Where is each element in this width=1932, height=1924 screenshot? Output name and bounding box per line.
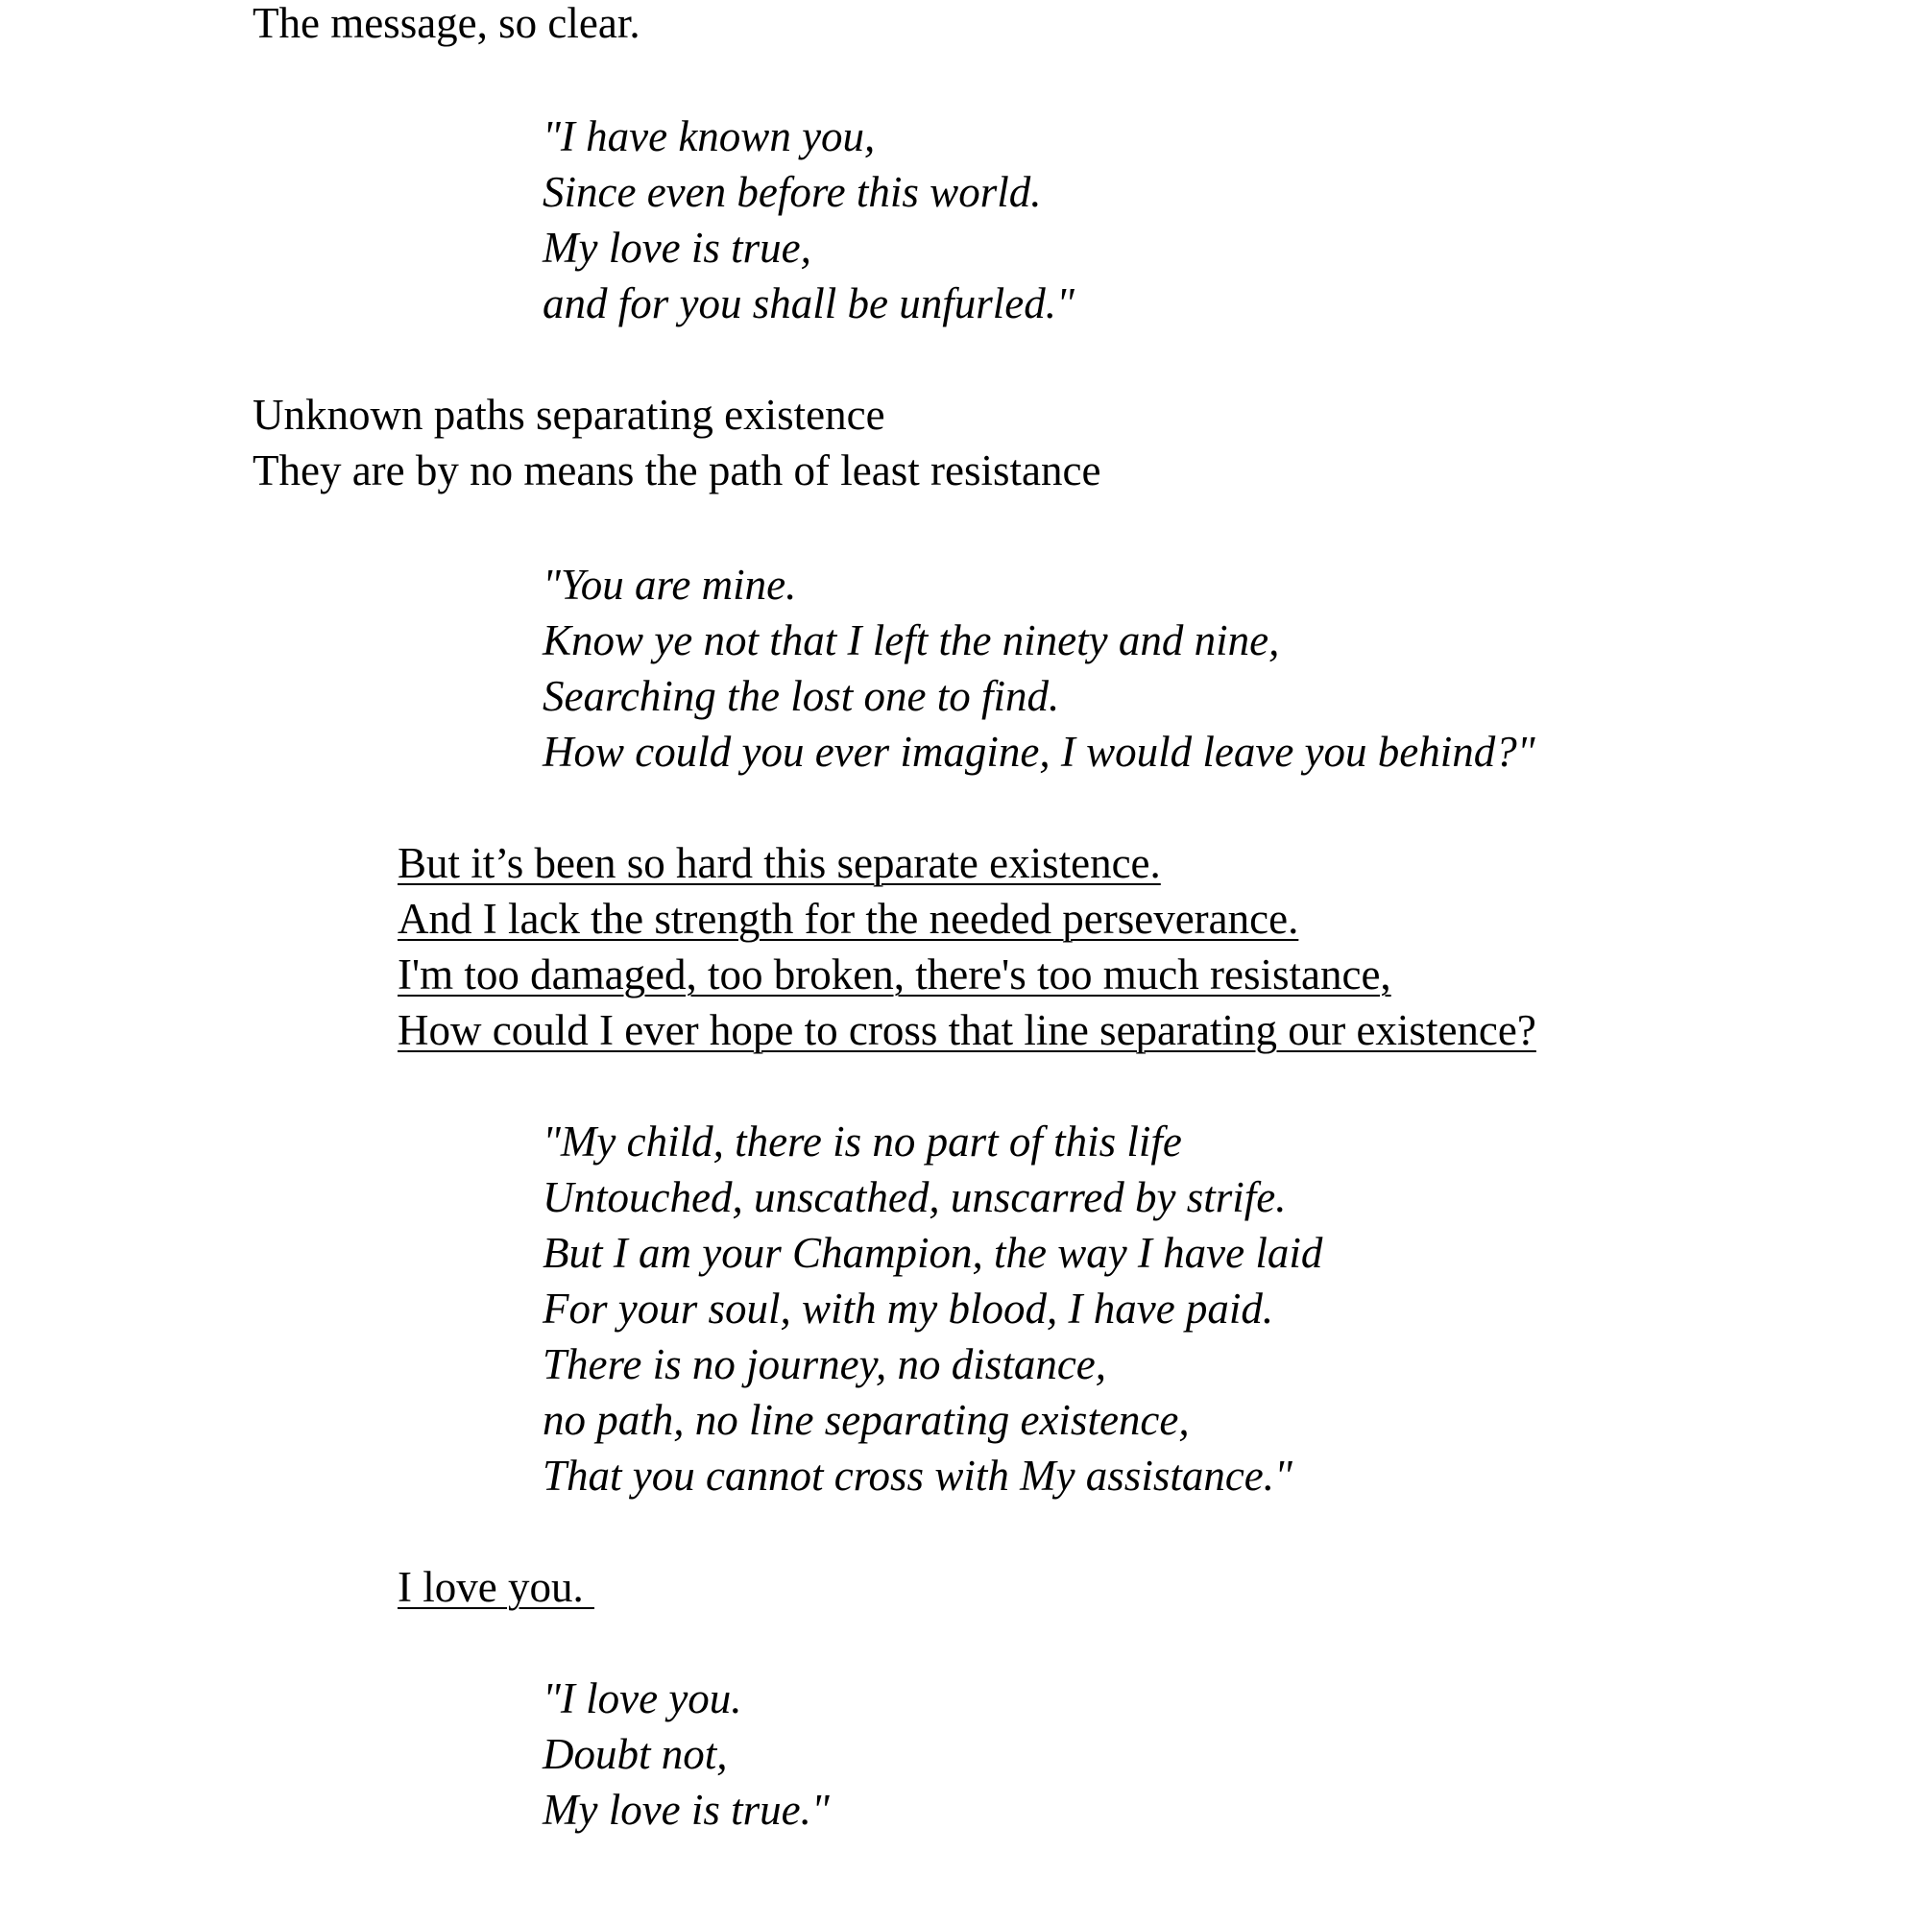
poem-line: "I have known you, bbox=[543, 112, 876, 160]
poem-line: But I am your Champion, the way I have laid bbox=[543, 1229, 1323, 1277]
poem-line: no path, no line separating existence, bbox=[543, 1396, 1190, 1444]
poem-line: "You are mine. bbox=[543, 561, 797, 609]
stanza-4-quote bbox=[543, 557, 1535, 780]
poem-line: Untouched, unscathed, unscarred by strife. bbox=[543, 1173, 1287, 1221]
poem-line: and for you shall be unfurled." bbox=[543, 279, 1075, 327]
stanza-8-quote bbox=[543, 1671, 830, 1838]
poem-line: They are by no means the path of least resistance bbox=[253, 446, 1101, 494]
stanza-3 bbox=[253, 387, 1100, 498]
poem-line: The message, so clear. bbox=[253, 0, 640, 47]
poem-line: Searching the lost one to find. bbox=[543, 672, 1060, 720]
poem-line: Since even before this world. bbox=[543, 168, 1042, 216]
poem-line: Unknown paths separating existence bbox=[253, 391, 885, 439]
poem-line: My love is true, bbox=[543, 224, 811, 272]
poem-line: Know ye not that I left the ninety and nine, bbox=[543, 616, 1280, 664]
stanza-1 bbox=[253, 0, 640, 51]
poem-line: I'm too damaged, too broken, there's too much resistance, bbox=[398, 950, 1391, 998]
poem-line: "My child, there is no part of this life bbox=[543, 1118, 1182, 1166]
poem-line: And I lack the strength for the needed perseverance. bbox=[398, 895, 1299, 943]
poem-line: But it’s been so hard this separate existence. bbox=[398, 839, 1161, 887]
stanza-5-underlined bbox=[398, 835, 1536, 1058]
stanza-7-underlined bbox=[398, 1559, 594, 1615]
stanza-2-quote bbox=[543, 108, 1075, 331]
poem-line: There is no journey, no distance, bbox=[543, 1340, 1107, 1388]
poem-line: "I love you. bbox=[543, 1674, 742, 1722]
stanza-6-quote bbox=[543, 1114, 1322, 1503]
poem-line: For your soul, with my blood, I have paid. bbox=[543, 1285, 1274, 1333]
poem-line: My love is true." bbox=[543, 1786, 830, 1834]
poem-line: Doubt not, bbox=[543, 1730, 728, 1778]
poem-line: That you cannot cross with My assistance." bbox=[543, 1452, 1292, 1500]
poem-line: How could I ever hope to cross that line separating our existence? bbox=[398, 1006, 1536, 1054]
poem-line: I love you. bbox=[398, 1563, 594, 1611]
poem-line: How could you ever imagine, I would leave you behind?" bbox=[543, 728, 1535, 776]
